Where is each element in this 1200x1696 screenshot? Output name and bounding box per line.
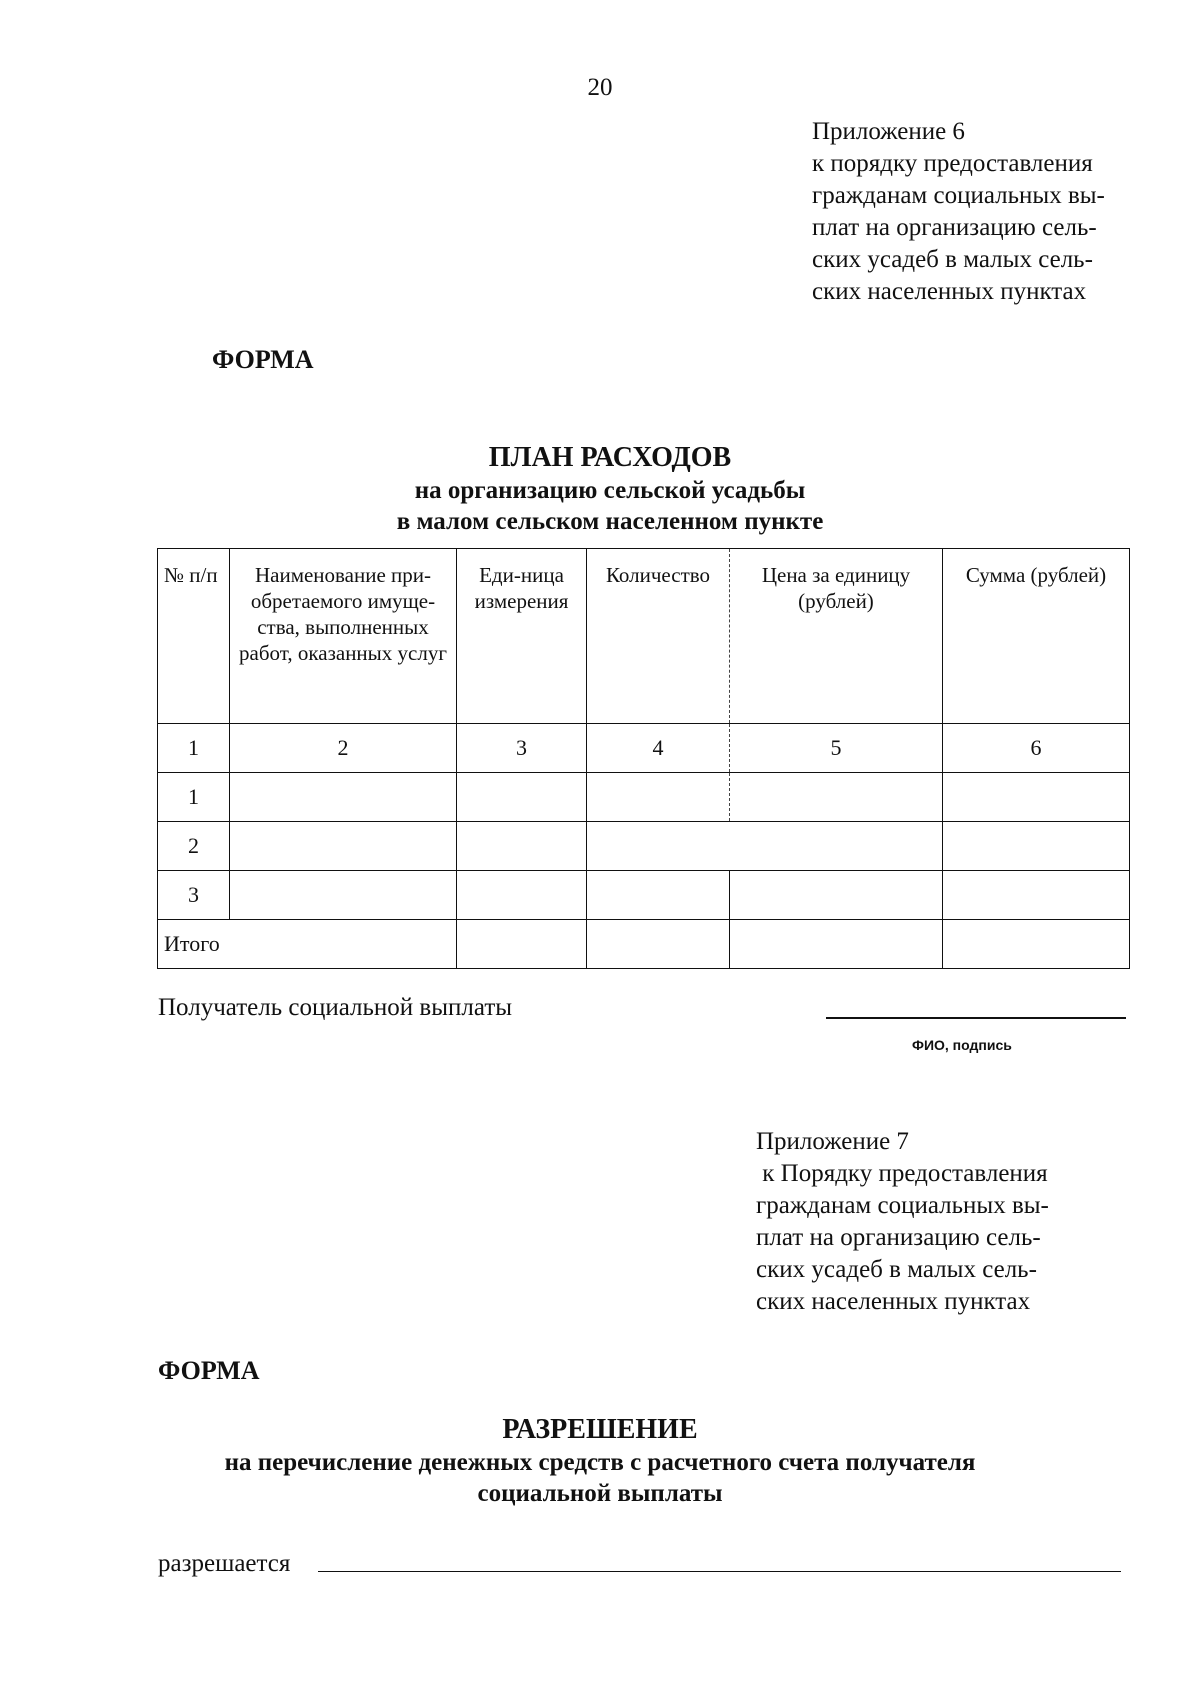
column-header: Еди-ница измерения (457, 549, 587, 724)
appendix-6-heading (812, 116, 1105, 308)
table-cell (457, 871, 587, 920)
permission-subtitle: социальной выплаты (477, 1480, 723, 1507)
table-cell (230, 822, 457, 871)
plan-title: ПЛАН РАСХОДОВ (488, 442, 732, 473)
table-cell (730, 773, 943, 822)
signature-caption: ФИО, подпись (912, 1037, 1012, 1053)
row-number: 3 (158, 871, 230, 920)
plan-subtitle: в малом сельском населенном пункте (396, 508, 824, 535)
table-cell (457, 822, 587, 871)
expense-plan-table (157, 548, 1130, 969)
table-cell (587, 822, 730, 871)
column-header: № п/п (158, 549, 230, 724)
table-row (158, 871, 1130, 920)
column-number: 2 (230, 724, 457, 773)
table-cell (230, 773, 457, 822)
table-cell (730, 920, 943, 969)
column-number: 3 (457, 724, 587, 773)
table-cell (943, 822, 1130, 871)
table-cell (457, 920, 587, 969)
total-label: Итого (158, 920, 457, 969)
table-cell (587, 871, 730, 920)
table-cell (457, 773, 587, 822)
recipient-label: Получатель социальной выплаты (158, 994, 513, 1021)
row-number: 2 (158, 822, 230, 871)
column-header: Цена за единицу (рублей) (730, 549, 943, 724)
plan-title-block (0, 441, 1200, 537)
column-header: Количество (587, 549, 730, 724)
column-number: 6 (943, 724, 1130, 773)
appendix-7-heading (756, 1126, 1049, 1318)
permission-subtitle: на перечисление денежных средств с расчетного счета получателя (224, 1449, 976, 1476)
appendix-line: плат на организацию сель- (756, 1224, 1041, 1251)
table-cell (587, 773, 730, 822)
appendix-line: к порядку предоставления (812, 150, 1093, 177)
table-cell (230, 871, 457, 920)
appendix-line: гражданам социальных вы- (756, 1192, 1049, 1219)
table-cell (943, 871, 1130, 920)
appendix-line: ских усадеб в малых сель- (756, 1256, 1037, 1283)
column-header: Сумма (рублей) (943, 549, 1130, 724)
table-cell (943, 773, 1130, 822)
appendix-line: плат на организацию сель- (812, 214, 1097, 241)
form-label: ФОРМА (212, 345, 314, 374)
table-header-row (158, 549, 1130, 724)
table-row (158, 822, 1130, 871)
plan-subtitle: на организацию сельской усадьбы (414, 477, 806, 504)
column-number-row (158, 724, 1130, 773)
appendix-line: к Порядку предоставления (756, 1160, 1048, 1187)
appendix-line: ских усадеб в малых сель- (812, 246, 1093, 273)
permission-field-line[interactable] (318, 1571, 1121, 1572)
permission-title-block (0, 1413, 1200, 1509)
table-row (158, 773, 1130, 822)
column-number: 4 (587, 724, 730, 773)
row-number: 1 (158, 773, 230, 822)
appendix-line: Приложение 6 (812, 118, 965, 145)
table-cell (730, 822, 943, 871)
total-row (158, 920, 1130, 969)
table-cell (730, 871, 943, 920)
page-number: 20 (587, 74, 613, 101)
table-cell (943, 920, 1130, 969)
signature-line[interactable] (826, 1017, 1126, 1019)
permission-field-label: разрешается (158, 1550, 291, 1577)
appendix-line: гражданам социальных вы- (812, 182, 1105, 209)
appendix-line: Приложение 7 (756, 1128, 909, 1155)
column-number: 1 (158, 724, 230, 773)
appendix-line: ских населенных пунктах (756, 1288, 1031, 1315)
table-cell (587, 920, 730, 969)
permission-title: РАЗРЕШЕНИЕ (502, 1414, 698, 1445)
column-header: Наименование при-обретаемого имуще-ства, выполненных работ, оказанных услуг (230, 549, 457, 724)
form-label: ФОРМА (158, 1356, 260, 1385)
column-number: 5 (730, 724, 943, 773)
appendix-line: ских населенных пунктах (812, 278, 1087, 305)
